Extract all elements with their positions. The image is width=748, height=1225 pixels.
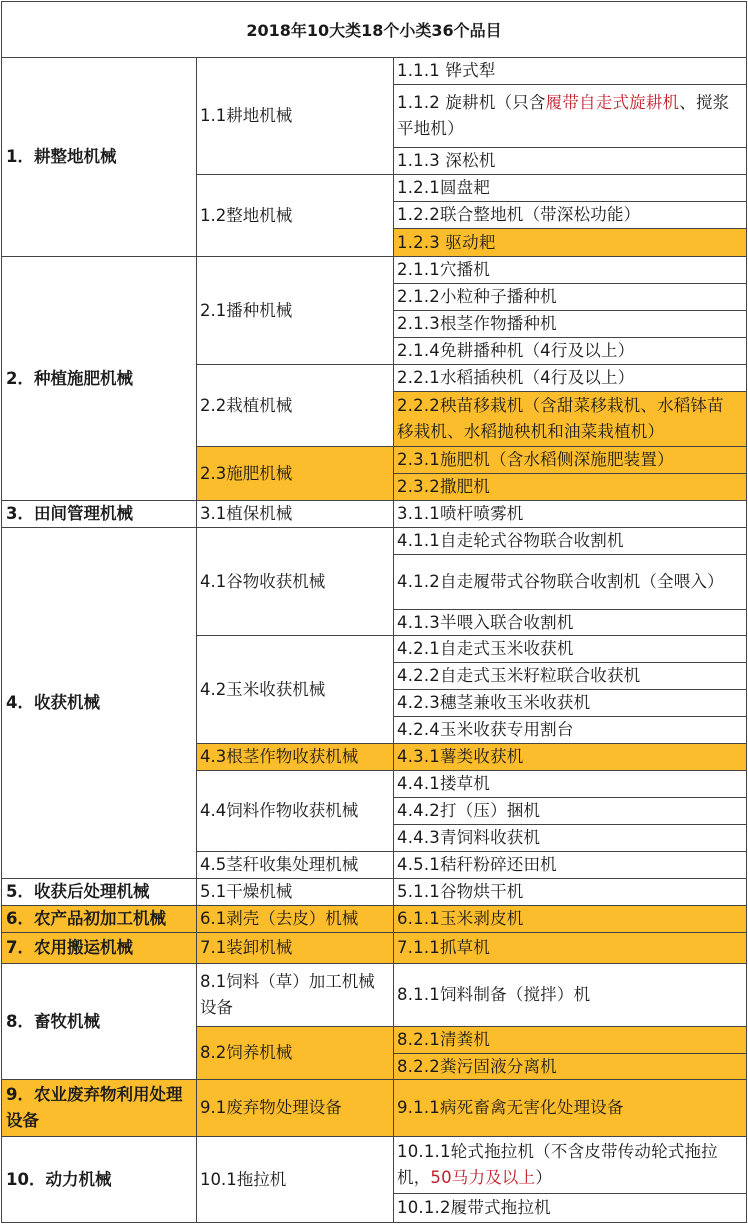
item-cell: 8.2.1清粪机 <box>393 1026 747 1054</box>
item-cell: 4.1.2自走履带式谷物联合收割机（全喂入） <box>393 554 747 610</box>
subcategory-cell: 2.3施肥机械 <box>196 446 394 501</box>
subcategory-cell: 4.5茎秆收集处理机械 <box>196 851 394 879</box>
subcategory-cell: 8.2饲养机械 <box>196 1026 394 1080</box>
item-cell: 2.1.4免耕播种机（4行及以上） <box>393 337 747 365</box>
item-cell: 9.1.1病死畜禽无害化处理设备 <box>393 1079 747 1137</box>
item-cell: 2.3.1施肥机（含水稻侧深施肥装置） <box>393 446 747 474</box>
item-cell: 2.1.3根茎作物播种机 <box>393 310 747 338</box>
category-cell: 2．种植施肥机械 <box>1 256 197 501</box>
subcategory-cell: 4.3根茎作物收获机械 <box>196 743 394 771</box>
subcategory-cell: 1.2整地机械 <box>196 174 394 257</box>
item-cell: 2.3.2撒肥机 <box>393 473 747 501</box>
emphasis-text: 50马力及以上 <box>430 1168 536 1187</box>
subcategory-cell: 1.1耕地机械 <box>196 57 394 175</box>
subcategory-cell: 6.1剥壳（去皮）机械 <box>196 905 394 933</box>
category-cell: 3．田间管理机械 <box>1 500 197 528</box>
item-cell: 4.5.1秸秆粉碎还田机 <box>393 851 747 879</box>
table-title: 2018年10大类18个小类36个品目 <box>1 1 747 58</box>
category-cell: 1．耕整地机械 <box>1 57 197 257</box>
item-cell: 1.1.3 深松机 <box>393 147 747 175</box>
subcategory-cell: 5.1干燥机械 <box>196 878 394 906</box>
item-cell: 1.1.1 铧式犁 <box>393 57 747 85</box>
item-cell: 4.1.3半喂入联合收割机 <box>393 609 747 636</box>
item-cell: 2.2.1水稻插秧机（4行及以上） <box>393 364 747 392</box>
item-cell: 4.4.1搂草机 <box>393 770 747 798</box>
category-cell: 5．收获后处理机械 <box>1 878 197 906</box>
item-cell <box>393 84 747 148</box>
subcategory-cell: 9.1废弃物处理设备 <box>196 1079 394 1137</box>
item-text: 1.1.2 旋耕机（只含履带自走式旋耕机、搅浆平地机） <box>397 93 730 138</box>
item-cell: 8.1.1饲料制备（搅拌）机 <box>393 963 747 1027</box>
category-cell: 7．农用搬运机械 <box>1 932 197 964</box>
item-cell: 4.4.3青饲料收获机 <box>393 824 747 852</box>
item-cell <box>393 1136 747 1194</box>
subcategory-cell: 4.1谷物收获机械 <box>196 527 394 636</box>
item-cell: 4.2.1自走式玉米收获机 <box>393 635 747 663</box>
item-cell: 2.1.1穴播机 <box>393 256 747 284</box>
item-cell: 4.2.2自走式玉米籽粒联合收获机 <box>393 662 747 690</box>
item-text: 10.1.1轮式拖拉机（不含皮带传动轮式拖拉机，50马力及以上） <box>397 1142 718 1187</box>
item-cell: 1.2.2联合整地机（带深松功能） <box>393 201 747 229</box>
item-cell: 1.2.1圆盘耙 <box>393 174 747 202</box>
category-cell: 9．农业废弃物利用处理设备 <box>1 1079 197 1137</box>
subcategory-cell: 10.1拖拉机 <box>196 1136 394 1223</box>
item-cell: 7.1.1抓草机 <box>393 932 747 964</box>
item-cell: 1.2.3 驱动耙 <box>393 228 747 257</box>
subcategory-cell: 2.1播种机械 <box>196 256 394 365</box>
subcategory-cell: 7.1装卸机械 <box>196 932 394 964</box>
emphasis-text: 履带自走式旋耕机 <box>545 93 680 112</box>
item-cell: 4.2.4玉米收获专用割台 <box>393 716 747 744</box>
subcategory-cell: 3.1植保机械 <box>196 500 394 528</box>
item-cell: 2.1.2小粒种子播种机 <box>393 283 747 311</box>
item-cell: 4.1.1自走轮式谷物联合收割机 <box>393 527 747 555</box>
item-cell: 10.1.2履带式拖拉机 <box>393 1193 747 1223</box>
subcategory-cell: 4.4饲料作物收获机械 <box>196 770 394 852</box>
subcategory-cell: 8.1饲料（草）加工机械设备 <box>196 963 394 1027</box>
item-cell: 3.1.1喷杆喷雾机 <box>393 500 747 528</box>
subcategory-cell: 4.2玉米收获机械 <box>196 635 394 744</box>
item-cell: 4.3.1薯类收获机 <box>393 743 747 771</box>
item-cell: 6.1.1玉米剥皮机 <box>393 905 747 933</box>
item-cell: 8.2.2粪污固液分离机 <box>393 1053 747 1080</box>
item-cell: 4.2.3穗茎兼收玉米收获机 <box>393 689 747 717</box>
item-cell: 5.1.1谷物烘干机 <box>393 878 747 906</box>
category-cell: 4．收获机械 <box>1 527 197 879</box>
catalog-table <box>1 1 747 1223</box>
item-cell: 4.4.2打（压）捆机 <box>393 797 747 825</box>
category-cell: 8．畜牧机械 <box>1 963 197 1080</box>
category-cell: 10．动力机械 <box>1 1136 197 1223</box>
item-cell: 2.2.2秧苗移栽机（含甜菜移栽机、水稻钵苗移栽机、水稻抛秧机和油菜栽植机） <box>393 391 747 447</box>
subcategory-cell: 2.2栽植机械 <box>196 364 394 447</box>
category-cell: 6．农产品初加工机械 <box>1 905 197 933</box>
